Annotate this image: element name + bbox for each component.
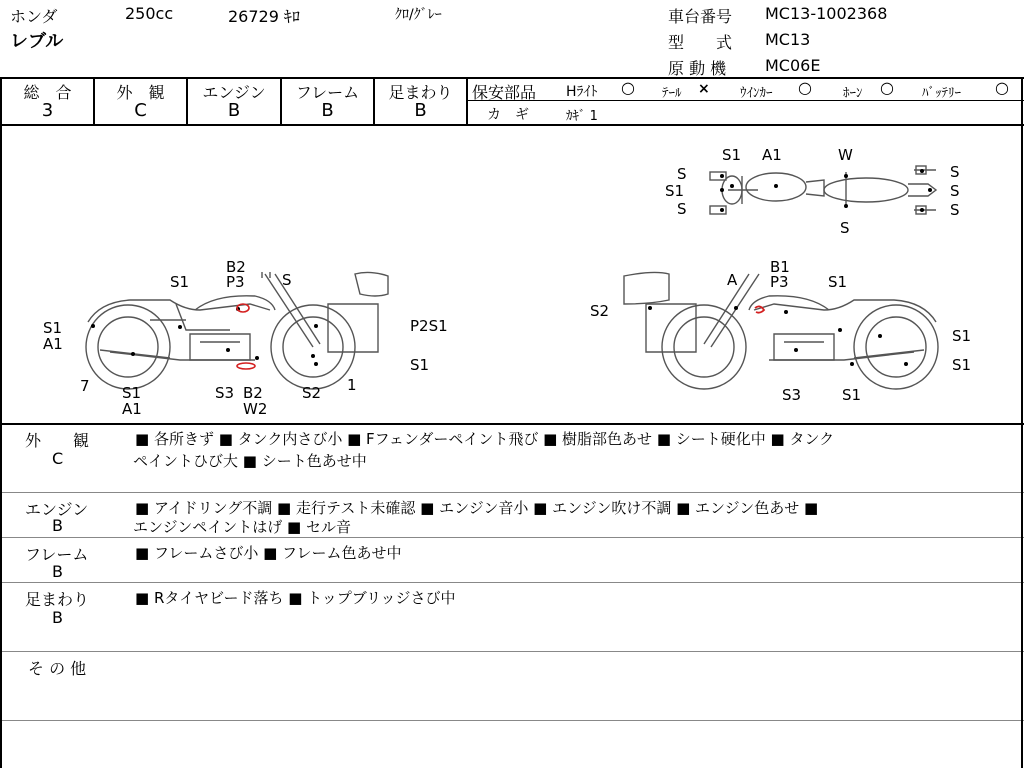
key-label: カ ギ	[487, 107, 529, 123]
label-a1: A1	[43, 335, 63, 353]
suspension-label: 足まわり	[388, 83, 453, 102]
label-7: 7	[80, 377, 90, 395]
label-s: S	[677, 165, 687, 183]
label-a1: A1	[762, 146, 782, 164]
other-remark-label: そ の 他	[28, 659, 87, 678]
engine-type-label: 原 動 機	[668, 59, 727, 78]
exterior-score: C	[134, 100, 147, 121]
engine-type-value: MC06E	[765, 56, 821, 75]
label-s1: S1	[410, 356, 430, 374]
suspension-remark-label: 足まわり	[25, 590, 90, 609]
displacement-text: 250cc	[125, 4, 174, 23]
winker-label: ｳｲﾝｶｰ	[740, 86, 773, 101]
label-s1: S1	[828, 273, 848, 291]
battery-mark: ○	[995, 78, 1009, 97]
label-s: S	[282, 271, 292, 289]
taillight-mark: ×	[698, 81, 710, 97]
make-text: ホンダ	[10, 7, 58, 26]
exterior-remark-label: 外 観	[25, 431, 90, 450]
engine-score: B	[227, 100, 241, 121]
divider	[0, 77, 1024, 79]
headlight-mark: ○	[621, 78, 635, 97]
damage-mark	[237, 363, 255, 369]
frame-label: フレーム	[295, 83, 360, 102]
bike-top-view	[710, 166, 936, 214]
taillight-label: ﾃｰﾙ	[662, 86, 682, 101]
winker-mark: ○	[798, 78, 812, 97]
label-1: 1	[347, 376, 357, 394]
label-b1: B1	[770, 258, 790, 276]
label-s1: S1	[722, 146, 742, 164]
suspension-remark-grade: B	[52, 608, 63, 627]
model-text: レブル	[10, 31, 64, 52]
label-s1: S1	[170, 273, 190, 291]
exterior-remark-text: ■ 各所きず ■ タンク内さび小 ■ Fフェンダーペイント飛び ■ 樹脂部色あせ ■ シート硬化中 ■ タンク	[135, 430, 835, 448]
battery-label: ﾊﾞｯﾃﾘｰ	[922, 86, 961, 101]
horn-mark: ○	[880, 78, 894, 97]
label-s2: S2	[302, 384, 322, 402]
label-p2s1: P2S1	[410, 317, 448, 335]
label-s1: S1	[122, 384, 142, 402]
engine-remark-grade: B	[52, 516, 63, 535]
overall-score: 3	[41, 100, 54, 121]
engine-label: エンジン	[202, 83, 266, 102]
suspension-score: B	[414, 100, 427, 121]
model-code-label: 型 式	[668, 33, 733, 52]
safety-label: 保安部品	[472, 83, 537, 102]
label-b2: B2	[243, 384, 263, 402]
label-s3: S3	[782, 386, 802, 404]
frame-remark-grade: B	[52, 562, 63, 581]
divider	[0, 651, 1024, 652]
divider	[0, 537, 1024, 538]
frame-number-label: 車台番号	[668, 7, 733, 26]
label-s: S	[950, 163, 960, 181]
frame-score: B	[321, 100, 334, 121]
exterior-remark-grade: C	[52, 449, 64, 468]
frame-remark-label: フレーム	[25, 545, 89, 564]
model-code-value: MC13	[765, 30, 811, 49]
label-w2: W2	[243, 400, 268, 418]
label-s1: S1	[952, 327, 972, 345]
divider	[0, 720, 1024, 721]
key-value: ｶｷﾞ 1	[566, 109, 598, 124]
label-b2: B2	[226, 258, 246, 276]
left-view-labels	[43, 258, 448, 418]
exterior-remark-text: ペイントひび大 ■ シート色あせ中	[133, 452, 367, 470]
label-a1: A1	[122, 400, 142, 418]
damage-diagram	[0, 124, 1024, 424]
label-s1: S1	[842, 386, 862, 404]
label-s: S	[840, 219, 850, 237]
frame-remark-text: ■ フレームさび小 ■ フレーム色あせ中	[135, 544, 402, 562]
label-s2: S2	[590, 302, 610, 320]
divider	[0, 582, 1024, 583]
divider	[0, 492, 1024, 493]
label-s1: S1	[43, 319, 63, 337]
horn-label: ﾎｰﾝ	[843, 86, 863, 101]
right-view-labels	[590, 258, 971, 404]
exterior-label: 外 観	[116, 83, 165, 102]
label-s1: S1	[665, 182, 685, 200]
label-w: W	[838, 146, 853, 164]
headlight-label: Hﾗｲﾄ	[566, 84, 598, 100]
label-a: A	[727, 271, 738, 289]
engine-remark-text: ■ アイドリング不調 ■ 走行テスト未確認 ■ エンジン音小 ■ エンジン吹け不調 ■ エンジン色あせ ■	[135, 499, 819, 517]
label-s3: S3	[215, 384, 235, 402]
engine-remark-label: エンジン	[25, 500, 89, 519]
label-s: S	[950, 201, 960, 219]
label-s1: S1	[952, 356, 972, 374]
label-p3: P3	[770, 273, 789, 291]
frame-number-value: MC13-1002368	[765, 4, 888, 23]
mileage-text: 26729 ｷﾛ	[228, 7, 300, 26]
label-s: S	[950, 182, 960, 200]
suspension-remark-text: ■ Rタイヤビード落ち ■ トップブリッジさび中	[135, 589, 456, 607]
engine-remark-text: エンジンペイントはげ ■ セル音	[133, 518, 351, 536]
overall-label: 総 合	[23, 83, 72, 102]
top-view-labels	[665, 146, 960, 237]
label-s: S	[677, 200, 687, 218]
label-p3: P3	[226, 273, 245, 291]
color-text: ｸﾛ/ｸﾞﾚｰ	[395, 7, 442, 23]
